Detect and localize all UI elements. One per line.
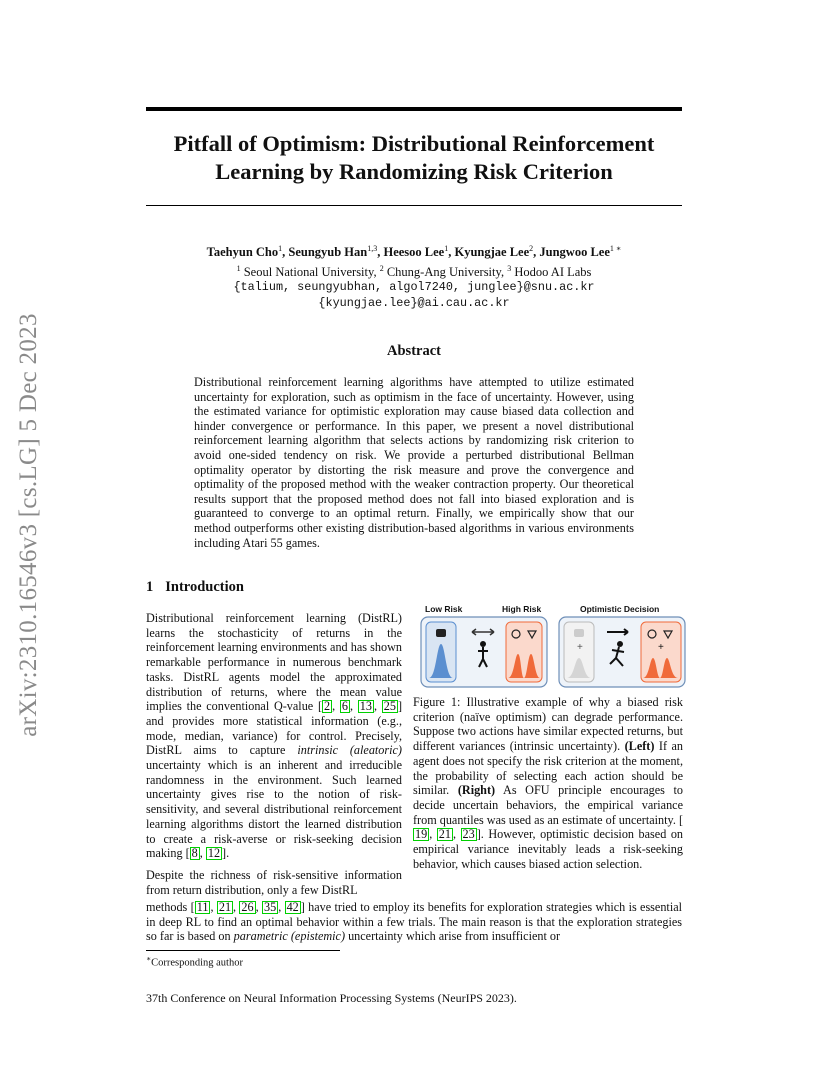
citation-link[interactable]: 21 bbox=[438, 827, 451, 842]
affil-mark: 1,3 bbox=[367, 244, 378, 253]
figure-illustration bbox=[420, 614, 686, 700]
affiliations: $^1$ Seoul National University, $^2$ Chung-Ang University, $^3$ Hodoo AI Labs bbox=[236, 263, 592, 279]
affil-mark: 1 bbox=[278, 244, 283, 253]
intro-full-width-text: methods [ 11 , 21 , 26 , 35 , 42 ] have tried to employ its benefits for exploration strategies which is essential in deep RL to find an optimal behavior within a few trials. The main reason is that the exploration strategies so far is based on parametric (epistemic) uncertainty which arise from insufficient or bbox=[146, 900, 682, 944]
affil-mark: 1 bbox=[444, 244, 449, 253]
author-block bbox=[146, 241, 682, 311]
abstract-heading: Abstract bbox=[387, 343, 441, 359]
citation-link[interactable]: 23 bbox=[462, 827, 475, 842]
abstract-text: Distributional reinforcement learning algorithms have attempted to utilize estimated uncertainty for exploration, such as optimism in the face of uncertainty. However, using the estimated variance for optimistic exploration may cause biased data collection and hinder convergence or performance. In this paper, we present a novel distributional reinforcement learning algorithm that selects actions by randomizing risk criterion to avoid one-sided tendency on risk. We provide a perturbed distributional Bellman optimality operator by distorting the risk measure and prove the convergence and optimality of the proposed method with the weaker contraction property. Our theoretical results support that the proposed method does not fall into biased exploration and is guaranteed to converge to an optimal return. Finally, we empirically show that our method outperforms other existing distribution-based algorithms in various environments including Atari 55 games. bbox=[194, 375, 634, 550]
affil-mark: 2 bbox=[529, 244, 534, 253]
author-name: Kyungjae Lee bbox=[454, 245, 530, 260]
label-high-risk: High Risk bbox=[502, 604, 542, 614]
label-optimistic-decision: Optimistic Decision bbox=[580, 604, 660, 614]
figure-caption: Figure 1: Illustrative example of why a biased risk criterion (naïve optimism) can degrade performance. Suppose two actions have similar expected returns, but different variances (intrinsic uncertainty). (Left) If an agent does not specify the risk criterion at the moment, the probability of selecting each action should be similar. (Right) As OFU principle encourages to decide uncertain behaviors, the empirical variance from quantiles was used as an estimate of uncertainty. [19 , 21 , 23 ]. However, optimistic decision based on empirical variance inevitably leads a risk-seeking behavior, which causes biased action selection. bbox=[413, 695, 684, 871]
author-name: Heesoo Lee bbox=[383, 245, 445, 260]
title-rule-bottom bbox=[146, 205, 682, 206]
plus-sign-right: + bbox=[658, 642, 664, 653]
citation-link[interactable]: 12 bbox=[207, 846, 221, 861]
section-heading: 1 Introduction bbox=[146, 579, 244, 595]
intro-left-column bbox=[146, 611, 402, 904]
affil-mark: 1 ∗ bbox=[609, 244, 622, 253]
person-standing-icon bbox=[480, 641, 486, 647]
citation-link[interactable]: 11 bbox=[196, 900, 209, 914]
arxiv-stamp bbox=[15, 290, 43, 760]
author-names: Taehyun Cho$^1$, Seungyub Han$^{1,3}$, Heesoo Lee$^1$, Kyungjae Lee$^2$, Jungwoo Lee$^{1 ∗}$ bbox=[206, 244, 622, 260]
arxiv-id: arXiv:2310.16546v3 [cs.LG] 5 Dec 2023 bbox=[15, 313, 42, 737]
conference-note: 37th Conference on Neural Information Processing Systems (NeurIPS 2023). bbox=[146, 991, 517, 1005]
email-line-1: {talium, seungyubhan, algol7240, junglee}@snu.ac.kr bbox=[233, 280, 595, 295]
citation-link[interactable]: 19 bbox=[415, 827, 428, 842]
intro-paragraph-1: Distributional reinforcement learning (DistRL) learns the stochasticity of returns in the reinforcement learning environments and has shown remarkable performance in numerous benchmark tasks. DistRL agents model the approximated distribution of returns, where the mean value implies the conventional Q-value [ 2 , 6 , 13 , 25 ] and provides more statistical information (e.g., mode, median, variance) for control. Precisely, DistRL aims to capture intrinsic (aleatoric) uncertainty which is an inherent and irreducible randomness in the environment. Such learned uncertainty gives rise to the notion of risk-sensitivity, and several distributional reinforcement learning algorithms distort the learned distribution to create a risk-averse or risk-seeking decision making [ 8 , 12 ]. bbox=[146, 611, 403, 861]
citation-link[interactable]: 2 bbox=[324, 699, 331, 714]
plus-sign-left: + bbox=[577, 642, 583, 653]
email-line-2: {kyungjae.lee}@ai.cau.ac.kr bbox=[318, 295, 510, 310]
label-low-risk: Low Risk bbox=[425, 604, 463, 614]
title-line-1: Pitfall of Optimism: Distributional Reinforcement bbox=[173, 131, 655, 156]
author-name: Jungwoo Lee bbox=[539, 245, 610, 260]
title-line-2: Learning by Randomizing Risk Criterion bbox=[215, 159, 613, 184]
figure-1 bbox=[420, 604, 686, 694]
faded-money-icon bbox=[574, 629, 584, 637]
citation-link[interactable]: 21 bbox=[218, 900, 232, 914]
citation-link[interactable]: 25 bbox=[383, 699, 396, 714]
author-name: Taehyun Cho bbox=[206, 245, 279, 260]
person-running-icon bbox=[617, 641, 623, 647]
citation-link[interactable]: 6 bbox=[341, 699, 348, 714]
footnote: ∗Corresponding author bbox=[146, 954, 243, 969]
title-rule-top bbox=[146, 107, 682, 111]
author-name: Seungyub Han bbox=[288, 245, 368, 260]
footnote-rule bbox=[146, 950, 340, 951]
money-icon bbox=[436, 629, 446, 637]
paper-title bbox=[146, 130, 682, 186]
citation-link[interactable]: 35 bbox=[264, 900, 277, 914]
intro-paragraph-2: Despite the richness of risk-sensitive information from return distribution, only a few DistRL bbox=[146, 867, 402, 897]
citation-link[interactable]: 42 bbox=[286, 900, 299, 914]
citation-link[interactable]: 13 bbox=[359, 699, 372, 714]
citation-link[interactable]: 26 bbox=[241, 900, 254, 914]
citation-link[interactable]: 8 bbox=[191, 846, 198, 861]
